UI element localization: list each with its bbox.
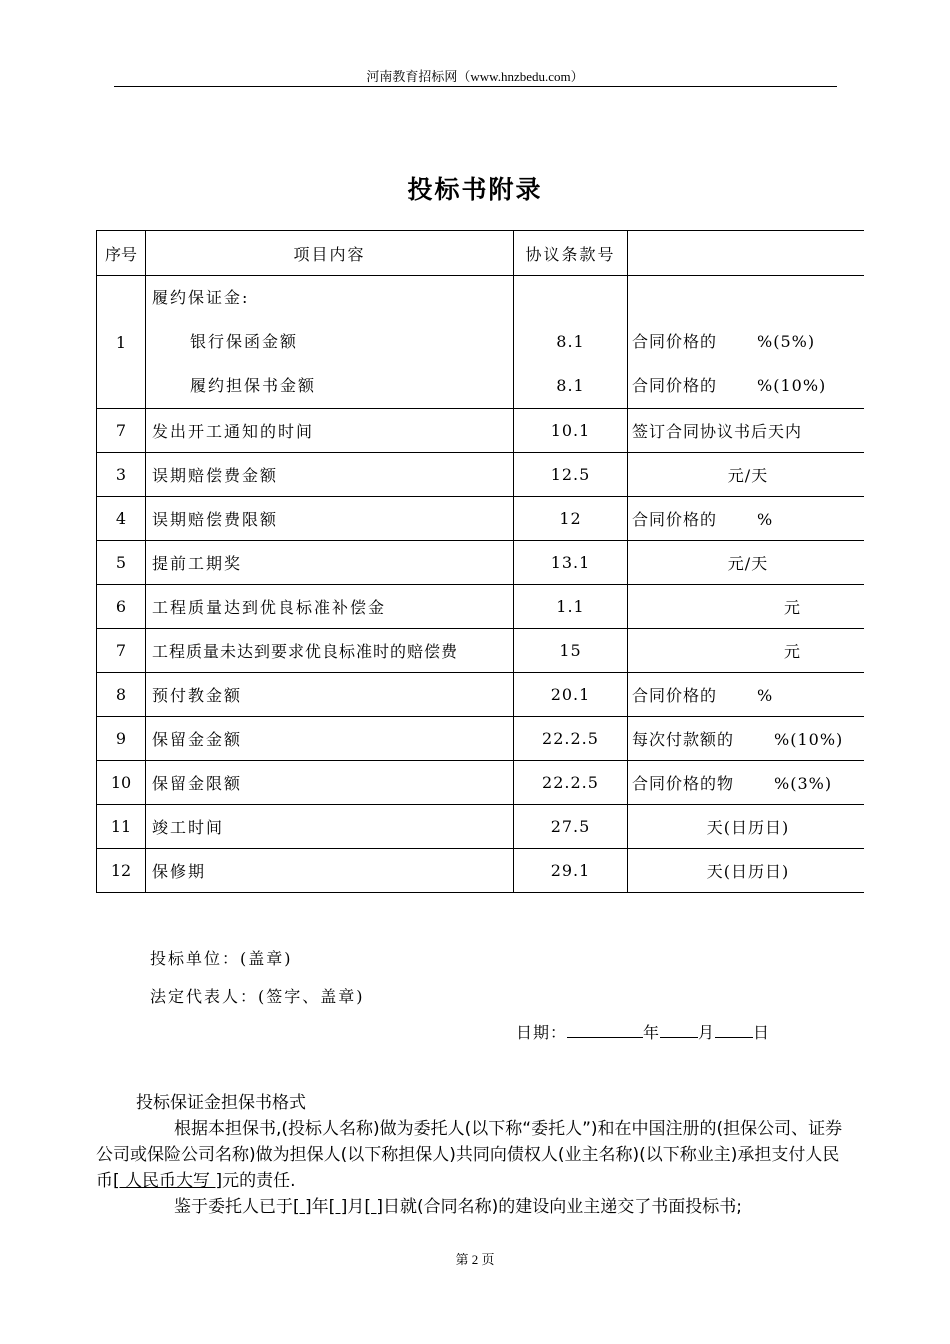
date-line xyxy=(516,1020,770,1043)
day-blank xyxy=(715,1021,753,1038)
value-text: 每次付款额的 xyxy=(632,730,735,749)
row-clause: 15 xyxy=(514,629,628,673)
row-value: 签订合同协议书后天内 xyxy=(628,409,865,453)
row-no: 7 xyxy=(97,409,146,453)
row-item: 发出开工通知的时间 xyxy=(146,409,514,453)
row-item-heading: 履约保证金: xyxy=(152,288,250,307)
value-text: 合同价格的 xyxy=(632,510,718,529)
row-clause: 20.1 xyxy=(514,673,628,717)
day-label: 日 xyxy=(753,1023,771,1042)
table-row xyxy=(97,497,865,541)
row-value: 元/天 xyxy=(628,453,865,497)
row-sub-clause: 8.1 xyxy=(556,332,585,351)
row-item: 保修期 xyxy=(146,849,514,893)
document-title: 投标书附录 xyxy=(407,175,543,204)
row-value xyxy=(628,497,865,541)
row-sub-item: 履约担保书金额 xyxy=(190,376,317,395)
row-item: 保留金限额 xyxy=(146,761,514,805)
row-value xyxy=(628,717,865,761)
row-value xyxy=(628,673,865,717)
table-row xyxy=(97,761,865,805)
appendix-table xyxy=(96,230,864,893)
row-clause: 29.1 xyxy=(514,849,628,893)
bidder-seal-line: 投标单位：(盖章) xyxy=(150,949,293,968)
bond-paragraph-1 xyxy=(96,1116,856,1194)
row-clause: 10.1 xyxy=(514,409,628,453)
row-no: 1 xyxy=(97,276,146,409)
value-text: 合同价格的 xyxy=(632,686,718,705)
row-no: 12 xyxy=(97,849,146,893)
value-percent: %(5%) xyxy=(757,332,816,351)
row-no: 3 xyxy=(97,453,146,497)
value-percent: %(10%) xyxy=(774,730,844,749)
row-item xyxy=(146,276,514,409)
year-blank xyxy=(567,1021,643,1038)
year-blank: [ ] xyxy=(293,1197,312,1217)
row-no: 4 xyxy=(97,497,146,541)
table-row xyxy=(97,409,865,453)
table-row xyxy=(97,717,865,761)
value-percent: % xyxy=(757,686,774,705)
row-sub-value xyxy=(632,320,864,364)
table-row xyxy=(97,849,865,893)
value-text: 合同价格的 xyxy=(632,332,718,351)
p2-year: 年 xyxy=(311,1197,329,1217)
row-no: 6 xyxy=(97,585,146,629)
month-blank: [ ] xyxy=(328,1197,348,1217)
page-header: 河南教育招标网（www.hnzbedu.com） xyxy=(366,69,584,84)
header-rule xyxy=(114,86,837,87)
month-label: 月 xyxy=(698,1023,716,1042)
row-no: 11 xyxy=(97,805,146,849)
bond-section-heading: 投标保证金担保书格式 xyxy=(136,1093,306,1113)
row-clause: 13.1 xyxy=(514,541,628,585)
day-blank: [ ] xyxy=(364,1197,384,1217)
p1-text: 根据本担保书,(投标人名称)做为委托人(以下称“委托人”)和在中国注册的(担保公司、证券公司或保险公司名称)做为担保人(以下称担保人)共同向债权人(业主名称)(以下称业主)承担支付人民币 xyxy=(96,1119,843,1191)
row-sub-item: 银行保函金额 xyxy=(190,332,299,351)
row-value xyxy=(628,585,865,629)
value-percent: %(3%) xyxy=(774,774,833,793)
header-value xyxy=(628,231,865,276)
row-clause: 22.2.5 xyxy=(514,717,628,761)
row-item: 保留金金额 xyxy=(146,717,514,761)
row-clause-empty xyxy=(514,276,627,320)
row-item: 预付教金额 xyxy=(146,673,514,717)
p2-month: 月 xyxy=(347,1197,365,1217)
row-value xyxy=(628,276,865,409)
value-text: 合同价格的物 xyxy=(632,774,735,793)
row-item: 竣工时间 xyxy=(146,805,514,849)
row-item: 工程质量达到优良标准补偿金 xyxy=(146,585,514,629)
date-label: 日期： xyxy=(516,1023,568,1042)
value-percent: % xyxy=(757,510,774,529)
row-clause: 12.5 xyxy=(514,453,628,497)
row-sub-clause: 8.1 xyxy=(556,376,585,395)
p2-text-end: 日就(合同名称)的建设向业主递交了书面投标书; xyxy=(383,1197,743,1217)
header-clause: 协议条款号 xyxy=(514,231,628,276)
row-clause: 12 xyxy=(514,497,628,541)
row-clause: 1.1 xyxy=(514,585,628,629)
table-row xyxy=(97,673,865,717)
bond-paragraph-2 xyxy=(96,1194,856,1220)
amount-blank: [ 人民币大写 ] xyxy=(113,1171,223,1191)
page-footer: 第 2 页 xyxy=(455,1252,495,1267)
row-value: 元/天 xyxy=(628,541,865,585)
value-text: 元 xyxy=(784,642,802,661)
row-value-empty xyxy=(632,276,864,320)
table-header-row xyxy=(97,231,865,276)
value-text: 元 xyxy=(784,598,802,617)
row-clause: 27.5 xyxy=(514,805,628,849)
header-item: 项目内容 xyxy=(146,231,514,276)
row-value: 天(日历日) xyxy=(628,805,865,849)
p2-text: 鉴于委托人已于 xyxy=(174,1197,293,1217)
row-value xyxy=(628,629,865,673)
row-clause xyxy=(514,276,628,409)
table-row xyxy=(97,805,865,849)
month-blank xyxy=(660,1021,698,1038)
legal-rep-line: 法定代表人：(签字、盖章) xyxy=(150,987,365,1006)
value-text: 合同价格的 xyxy=(632,376,718,395)
table-row-performance-bond xyxy=(97,276,865,409)
row-no: 7 xyxy=(97,629,146,673)
row-no: 9 xyxy=(97,717,146,761)
table-row xyxy=(97,629,865,673)
table-row xyxy=(97,585,865,629)
value-percent: %(10%) xyxy=(757,376,827,395)
table-row xyxy=(97,453,865,497)
table-row xyxy=(97,541,865,585)
row-item: 误期赔偿费限额 xyxy=(146,497,514,541)
p1-text-end: 元的责任. xyxy=(222,1171,296,1191)
header-no: 序号 xyxy=(97,231,146,276)
row-sub-value xyxy=(632,364,864,408)
row-value xyxy=(628,761,865,805)
row-no: 8 xyxy=(97,673,146,717)
row-no: 5 xyxy=(97,541,146,585)
row-no: 10 xyxy=(97,761,146,805)
row-item: 提前工期奖 xyxy=(146,541,514,585)
row-clause: 22.2.5 xyxy=(514,761,628,805)
row-item: 误期赔偿费金额 xyxy=(146,453,514,497)
row-value: 天(日历日) xyxy=(628,849,865,893)
year-label: 年 xyxy=(643,1023,661,1042)
row-item: 工程质量未达到要求优良标准时的赔偿费 xyxy=(146,629,514,673)
